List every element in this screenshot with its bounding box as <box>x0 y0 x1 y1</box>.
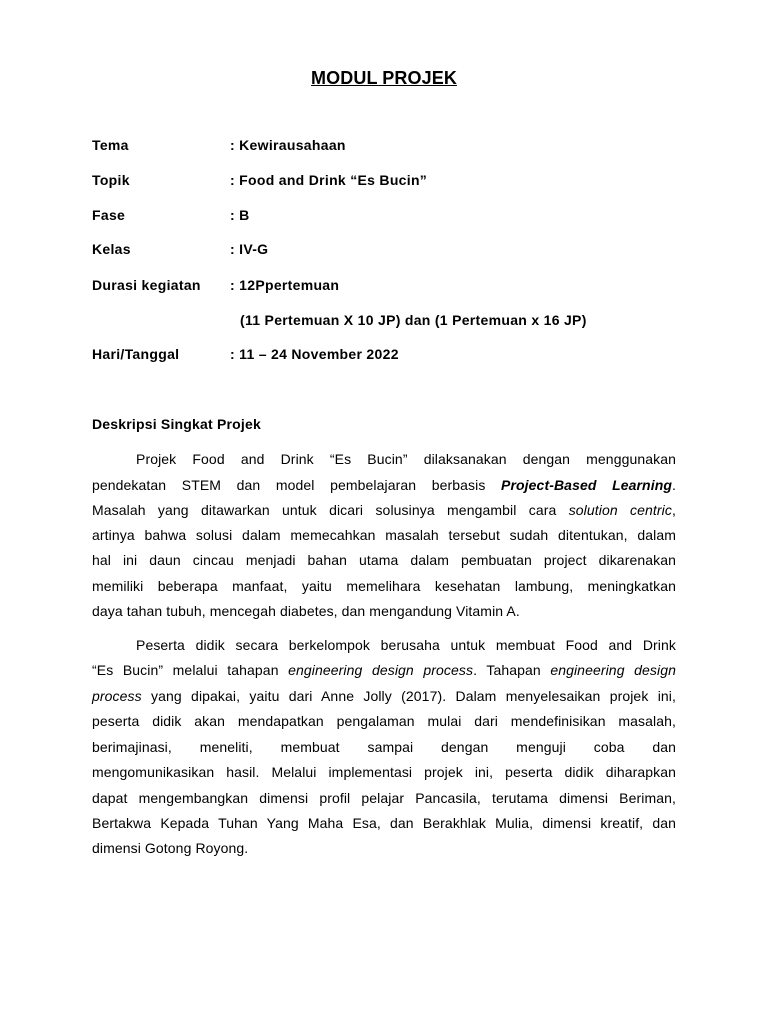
paragraph-line: daya tahan tubuh, mencegah diabetes, dan mengandung Vitamin A. <box>92 603 520 619</box>
section-heading: Deskripsi Singkat Projek <box>92 416 261 432</box>
durasi-detail: (11 Pertemuan X 10 JP) dan (1 Pertemuan x 16 JP) <box>240 312 587 328</box>
emphasis-text: solution centric <box>568 502 672 518</box>
meta-value: : IV-G <box>230 241 269 257</box>
paragraph-line <box>92 688 676 704</box>
paragraph-line <box>92 502 676 518</box>
meta-value: : 12Ppertemuan <box>230 277 340 293</box>
text-span: Masalah yang ditawarkan untuk dicari solusinya mengambil cara <box>92 502 569 518</box>
paragraph-line: memiliki beberapa manfaat, yaitu memelihara kesehatan lambung, meningkatkan <box>92 578 676 594</box>
emphasis-text: process <box>92 688 142 704</box>
paragraph-line <box>92 477 676 493</box>
text-span: . Tahapan <box>473 662 551 678</box>
paragraph-line: Projek Food and Drink “Es Bucin” dilaksanakan dengan menggunakan <box>136 451 676 467</box>
meta-label: Kelas <box>92 241 131 257</box>
paragraph-line: artinya bahwa solusi dalam memecahkan masalah tersebut sudah ditentukan, dalam <box>92 527 676 543</box>
meta-label: Tema <box>92 137 129 153</box>
meta-label: Durasi kegiatan <box>92 277 201 293</box>
meta-value: : B <box>230 207 250 223</box>
paragraph-line: Peserta didik secara berkelompok berusaha untuk membuat Food and Drink <box>136 637 676 653</box>
text-span: yang dipakai, yaitu dari Anne Jolly (2017). Dalam menyelesaikan projek ini, <box>141 688 676 704</box>
text-span: . <box>672 477 676 493</box>
paragraph-line: peserta didik akan mendapatkan pengalaman mulai dari mendefinisikan masalah, <box>92 713 676 729</box>
emphasis-text: Project-Based Learning <box>501 477 672 493</box>
meta-value: : Food and Drink “Es Bucin” <box>230 172 428 188</box>
text-span: , <box>672 502 676 518</box>
meta-label: Topik <box>92 172 130 188</box>
paragraph-line: hal ini daun cincau menjadi bahan utama dalam pembuatan project dikarenakan <box>92 552 676 568</box>
text-span: “Es Bucin” melalui tahapan <box>92 662 289 678</box>
paragraph-line: mengomunikasikan hasil. Melalui implementasi projek ini, peserta didik diharapkan <box>92 764 676 780</box>
emphasis-text: engineering design <box>550 662 676 678</box>
paragraph-line: berimajinasi, meneliti, membuat sampai dengan menguji coba dan <box>92 739 676 755</box>
paragraph-line: dapat mengembangkan dimensi profil pelajar Pancasila, terutama dimensi Beriman, <box>92 790 676 806</box>
meta-value: : Kewirausahaan <box>230 137 346 153</box>
document-title: MODUL PROJEK <box>311 68 457 88</box>
emphasis-text: engineering design process <box>288 662 474 678</box>
meta-label: Fase <box>92 207 126 223</box>
meta-label: Hari/Tanggal <box>92 346 180 362</box>
paragraph-line <box>92 662 676 678</box>
meta-value: : 11 – 24 November 2022 <box>230 346 399 362</box>
paragraph-line: dimensi Gotong Royong. <box>92 840 249 856</box>
paragraph-line: Bertakwa Kepada Tuhan Yang Maha Esa, dan Berakhlak Mulia, dimensi kreatif, dan <box>92 815 676 831</box>
text-span: pendekatan STEM dan model pembelajaran berbasis <box>92 477 502 493</box>
